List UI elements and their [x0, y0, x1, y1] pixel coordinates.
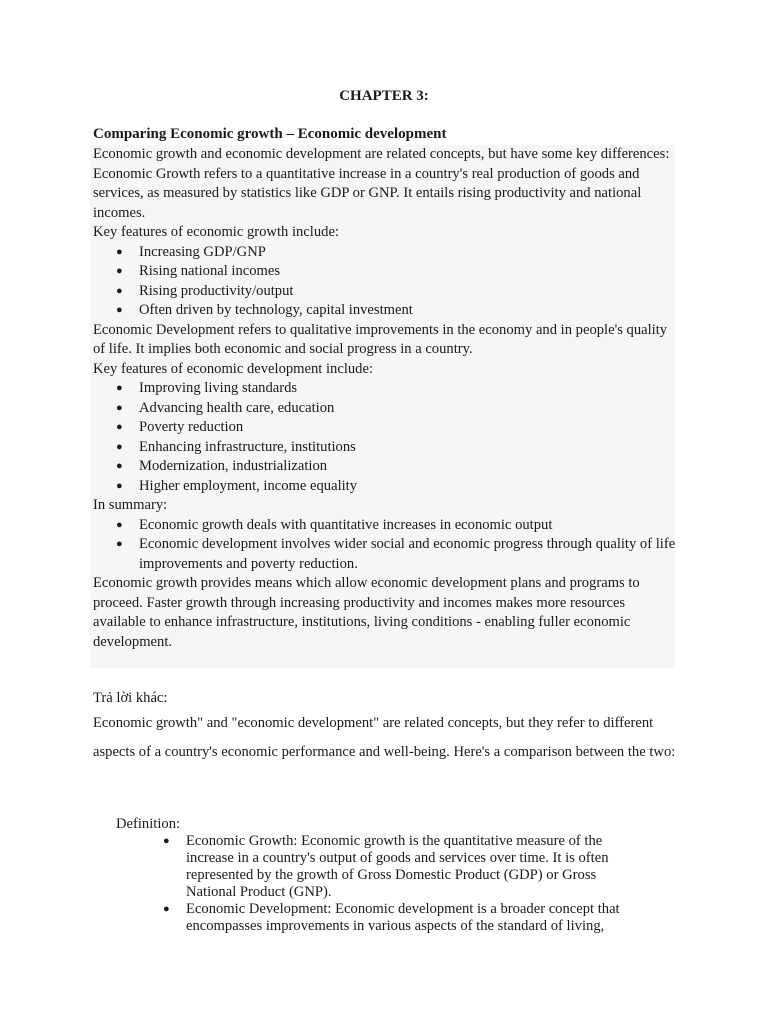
summary-heading: In summary: [93, 497, 168, 513]
list-item: ● Increasing GDP/GNP [93, 243, 678, 263]
list-item: ● Often driven by technology, capital investment [93, 301, 678, 321]
development-definition: Economic Development refers to qualitative improvements in the economy and in people's quality of life. It implies both economic and social progress in a country. [93, 321, 668, 357]
definitions-list [140, 833, 640, 935]
list-item: ● Economic Development: Economic development is a broader concept that encompasses improvements in various aspects of the standard of living, [140, 901, 640, 935]
alt-answer-label: Trả lời khác: [93, 690, 168, 706]
list-item: ● Economic development involves wider social and economic progress through quality of life improvements and poverty reduction. [93, 535, 678, 574]
main-answer [93, 145, 678, 652]
chapter-title: CHAPTER 3: [339, 88, 429, 104]
list-item: ● Enhancing infrastructure, institutions [93, 438, 678, 458]
conclusion-paragraph: Economic growth provides means which allow economic development plans and programs to proceed. Faster growth through increasing productivity and incomes makes more resources available to enhance infrastructure, institutions, living conditions - enabling fuller economic development. [93, 575, 640, 650]
growth-features-heading: Key features of economic growth include: [93, 224, 339, 240]
list-item: ● Rising productivity/output [93, 282, 678, 302]
alt-answer-intro: Economic growth" and "economic development" are related concepts, but they refer to different aspects of a country's economic performance and well-being. Here's a comparison between the two: [93, 715, 676, 760]
alternate-answer [93, 690, 678, 767]
list-item: ● Rising national incomes [93, 262, 678, 282]
summary-list [93, 516, 678, 575]
growth-features-list [93, 243, 678, 321]
development-features-heading: Key features of economic development include: [93, 360, 374, 377]
list-item: ● Economic growth deals with quantitative increases in economic output [93, 516, 678, 536]
intro-paragraph: Economic growth and economic development are related concepts, but have some key differences: [93, 146, 670, 162]
list-item: ● Improving living standards [93, 379, 678, 399]
list-item: ● Higher employment, income equality [93, 477, 678, 497]
section-title: Comparing Economic growth – Economic development [93, 126, 447, 142]
list-item: ● Poverty reduction [93, 418, 678, 438]
definition-heading: Definition: [116, 816, 181, 832]
development-features-list [93, 379, 678, 496]
list-item: ● Economic Growth: Economic growth is the quantitative measure of the increase in a country's output of goods and services over time. It is often represented by the growth of Gross Domestic Product (GDP) or Gross National Product (GNP). [140, 833, 640, 901]
growth-definition: Economic Growth refers to a quantitative increase in a country's real production of goods and services, as measured by statistics like GDP or GNP. It entails rising productivity and national incomes. [93, 165, 642, 221]
list-item: ● Modernization, industrialization [93, 457, 678, 477]
list-item: ● Advancing health care, education [93, 399, 678, 419]
